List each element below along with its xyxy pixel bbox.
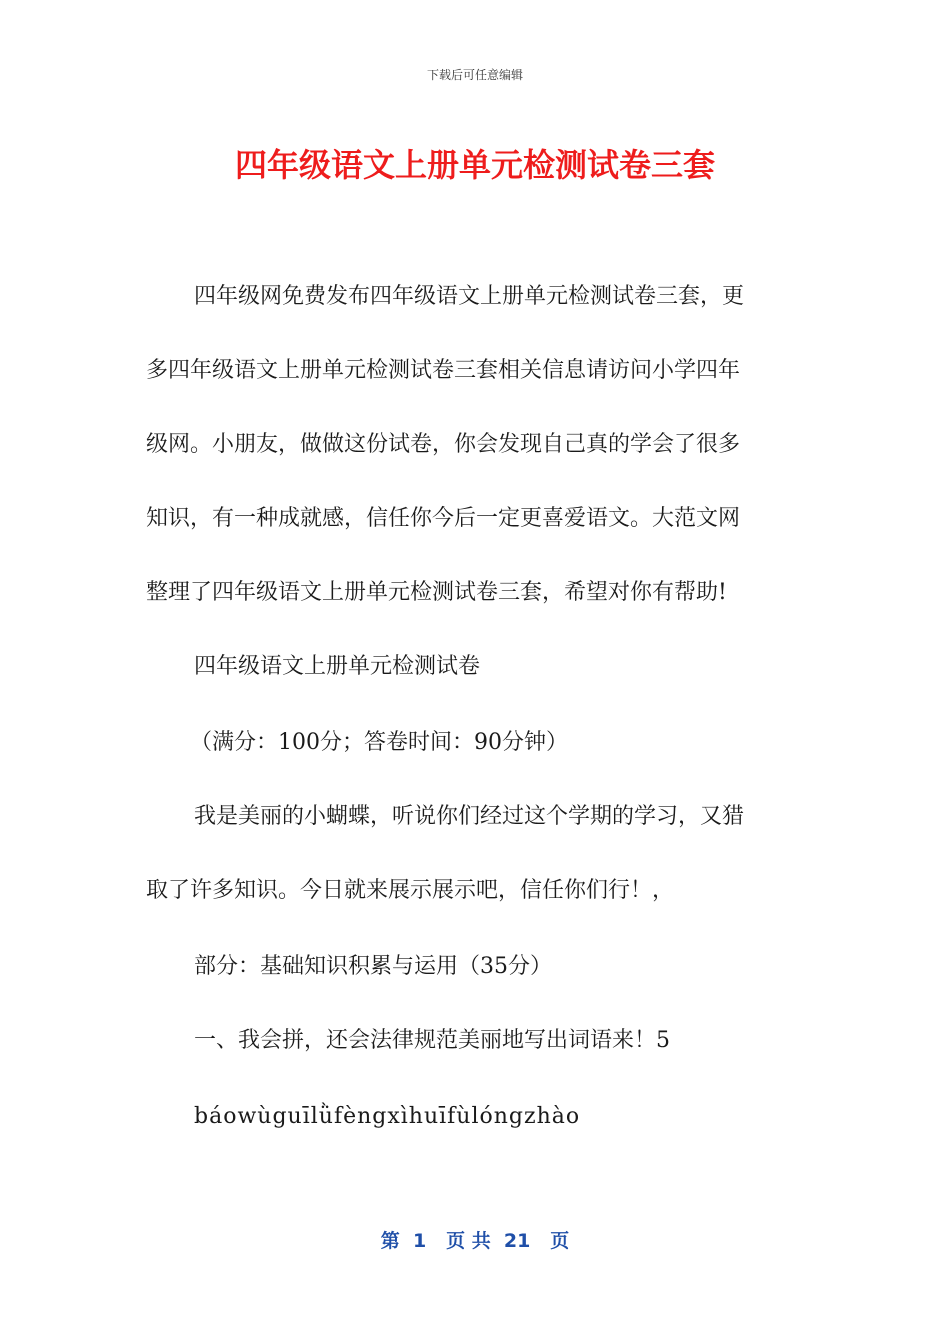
question-1: 一、我会拼，还会法律规范美丽地写出词语来！5 xyxy=(194,1028,670,1053)
paragraph-line-4: 知识，有一种成就感，信任你今后一定更喜爱语文。大范文网 xyxy=(146,506,741,531)
paragraph-line-3: 级网。小朋友，做做这份试卷，你会发现自己真的学会了很多 xyxy=(146,432,741,457)
paragraph-line-2: 多四年级语文上册单元检测试卷三套相关信息请访问小学四年 xyxy=(146,358,741,383)
intro-line-1: 我是美丽的小蝴蝶，听说你们经过这个学期的学习，又猎 xyxy=(194,804,745,829)
part-heading: 部分：基础知识积累与运用（35分） xyxy=(194,954,552,979)
header-note: 下载后可任意编辑 xyxy=(426,68,523,82)
pinyin-line: báowùguīlǜfèngxìhuīfùlóngzhào xyxy=(194,1104,581,1129)
paragraph-line-5: 整理了四年级语文上册单元检测试卷三套，希望对你有帮助! xyxy=(146,580,727,605)
section-heading: 四年级语文上册单元检测试卷 xyxy=(194,654,481,679)
score-time-note: （满分：100分；答卷时间：90分钟） xyxy=(190,730,568,755)
page-number-footer: 第 1 页 共 21 页 xyxy=(380,1230,570,1252)
paragraph-line-1: 四年级网免费发布四年级语文上册单元检测试卷三套，更 xyxy=(194,284,745,309)
intro-line-2: 取了许多知识。今日就来展示展示吧，信任你们行！， xyxy=(146,878,675,903)
document-title: 四年级语文上册单元检测试卷三套 xyxy=(234,146,715,184)
